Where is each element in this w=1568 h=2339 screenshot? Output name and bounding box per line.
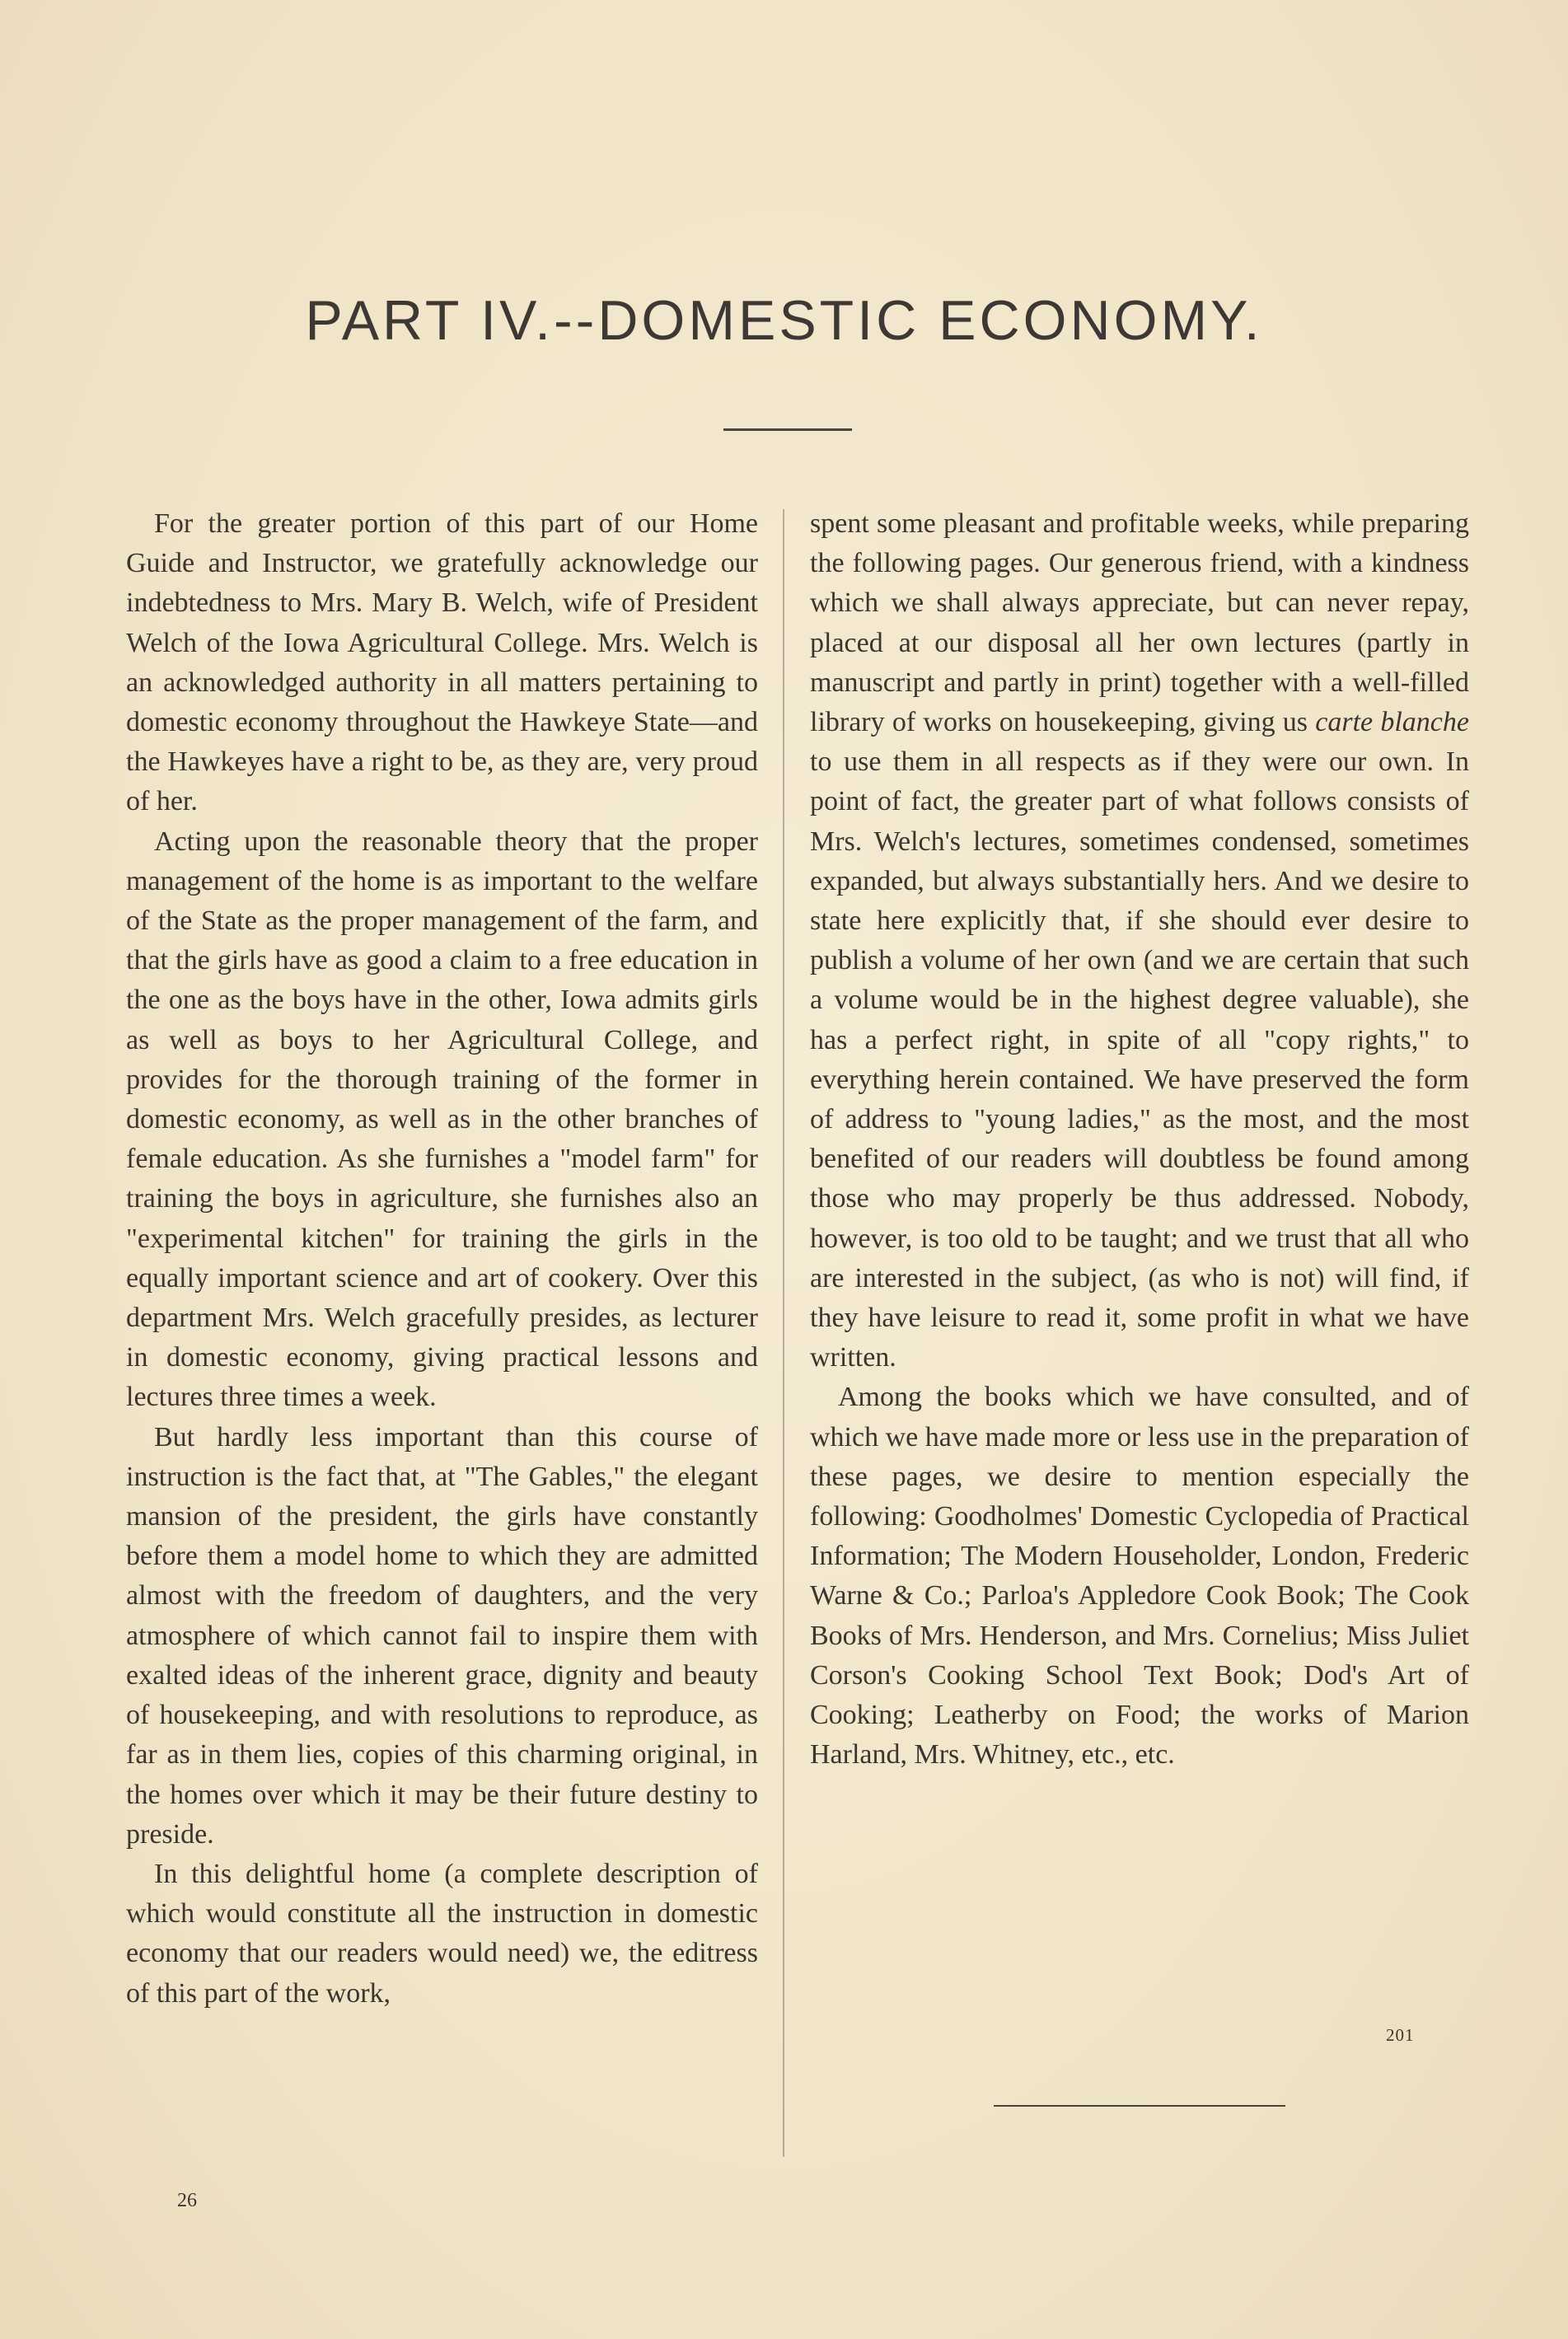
chapter-title: PART IV.--DOMESTIC ECONOMY.: [305, 289, 1263, 352]
signature-mark: 26: [177, 2190, 197, 2211]
title-rule: [723, 428, 852, 431]
paragraph: In this delightful home (a complete description of which would constitute all the instruction in domestic economy that our readers would need) we, the editress of this part of the work,: [126, 1858, 758, 2009]
paragraph-text: spent some pleasant and profitable weeks, while preparing the following pages. Our generous friend, with a kindness which we shall always appreciate, but can never repay, placed at our disposal all her own lectures (partly in manuscript and partly in print) together with a well-filled library of works on housekeeping, giving us: [810, 508, 1469, 738]
right-column: [810, 504, 1469, 1775]
left-column: [126, 504, 758, 2014]
page-number: 201: [1386, 2025, 1415, 2045]
paragraph: But hardly less important than this course of instruction is the fact that, at "The Gables," the elegant mansion of the president, the girls have constantly before them a model home to which they are admitted almost with the freedom of daughters, and the very atmosphere of which cannot fail to inspire them with exalted ideas of the inherent grace, dignity and beauty of housekeeping, and with resolutions to reproduce, as far as in them lies, copies of this charming original, in the homes over which it may be their future destiny to preside.: [126, 1421, 758, 1850]
paragraph-text: to use them in all respects as if they were our own. In point of fact, the greater part of what follows consists of Mrs. Welch's lectures, sometimes condensed, sometimes expanded, but always substantially hers. And we desire to state here explicitly that, if she should ever desire to publish a volume of her own (and we are certain that such a volume would be in the highest degree valuable), she has a perfect right, in spite of all "copy rights," to everything herein contained. We have preserved the form of address to "young ladies," as the most, and the most benefited of our readers will doubtless be found among those who may properly be thus addressed. Nobody, however, is too old to be taught; and we trust that all who are interested in the subject, (as who is not) will find, if they have leisure to read it, some profit in what we have written.: [810, 746, 1469, 1373]
italic-phrase: carte blanche: [1315, 707, 1469, 738]
continued-paragraph: [810, 504, 1469, 1378]
column-divider: [783, 509, 784, 2157]
end-rule: [994, 2105, 1285, 2107]
paragraph: Acting upon the reasonable theory that the proper management of the home is as important to the welfare of the State as the proper management of the farm, and that the girls have as good a claim to a free education in the one as the boys have in the other, Iowa admits girls as well as boys to her Agricultural College, and provides for the thorough training of the former in domestic economy, as well as in the other branches of female education. As she furnishes a "model farm" for training the boys in agriculture, she furnishes also an "experimental kitchen" for training the girls in the equally important science and art of cookery. Over this department Mrs. Welch gracefully presides, as lecturer in domestic economy, giving practical lessons and lectures three times a week.: [126, 826, 758, 1413]
paragraph: For the greater portion of this part of our Home Guide and Instructor, we gratefully acknowledge our indebtedness to Mrs. Mary B. Welch, wife of President Welch of the Iowa Agricultural College. Mrs. Welch is an acknowledged authority in all matters pertaining to domestic economy throughout the Hawkeye State—and the Hawkeyes have a right to be, as they are, very proud of her.: [126, 508, 758, 817]
paragraph: Among the books which we have consulted, and of which we have made more or less use in the preparation of these pages, we desire to mention especially the following: Goodholmes' Domestic Cyclopedia of Practical Information; The Modern Householder, London, Frederic Warne & Co.; Parloa's Appledore Cook Book; The Cook Books of Mrs. Henderson, and Mrs. Cornelius; Miss Juliet Corson's Cooking School Text Book; Dod's Art of Cooking; Leatherby on Food; the works of Marion Harland, Mrs. Whitney, etc., etc.: [810, 1382, 1469, 1771]
